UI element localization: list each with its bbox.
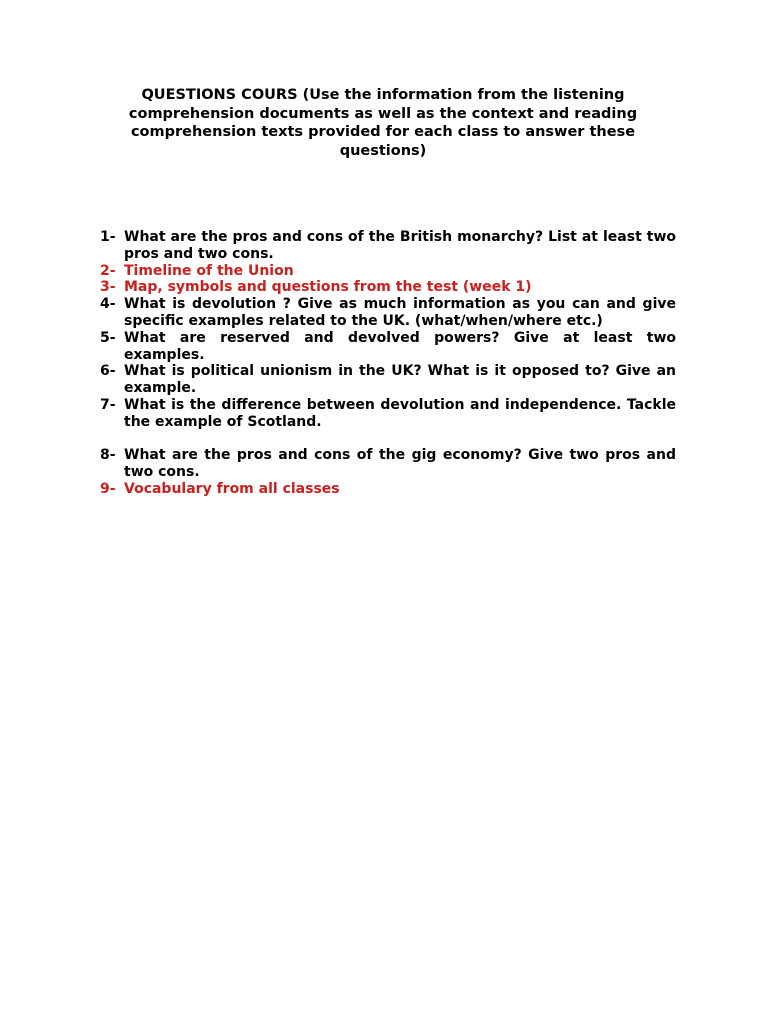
question-text: What is political unionism in the UK? What is it opposed to? Give an example. bbox=[124, 363, 676, 397]
question-item-2 bbox=[100, 263, 676, 280]
question-number: 8- bbox=[100, 447, 116, 464]
question-number: 5- bbox=[100, 329, 116, 346]
question-text: Timeline of the Union bbox=[124, 262, 294, 279]
question-number: 4- bbox=[100, 296, 116, 313]
question-number: 1- bbox=[100, 229, 116, 245]
question-number: 9- bbox=[100, 480, 116, 497]
document-title: QUESTIONS COURS (Use the information from the listening comprehension documents as well as the context and reading comprehension texts provided for each class to answer these questions) bbox=[128, 87, 638, 159]
question-text: What is devolution ? Give as much information as you can and give specific examples related to the UK. (what/when/where etc.) bbox=[124, 296, 676, 329]
question-text: What are the pros and cons of the gig economy? Give two pros and two cons. bbox=[124, 447, 676, 481]
question-item-4 bbox=[100, 296, 676, 330]
question-text: What is the difference between devolution and independence. Tackle the example of Scotland. bbox=[124, 396, 676, 430]
question-item-7 bbox=[100, 397, 676, 431]
question-item-6 bbox=[100, 363, 676, 397]
question-item-1 bbox=[100, 229, 676, 263]
question-item-5 bbox=[100, 330, 676, 364]
question-text: Map, symbols and questions from the test (week 1) bbox=[124, 279, 532, 296]
question-number: 7- bbox=[100, 396, 116, 413]
question-item-8 bbox=[100, 447, 676, 481]
question-text: Vocabulary from all classes bbox=[124, 480, 340, 497]
question-item-3 bbox=[100, 279, 676, 296]
question-text: What are the pros and cons of the British monarchy? List at least two pros and two cons. bbox=[124, 229, 676, 262]
question-item-9 bbox=[100, 481, 676, 498]
question-text: What are reserved and devolved powers? Give at least two examples. bbox=[124, 329, 676, 363]
question-list bbox=[100, 229, 676, 498]
question-number: 6- bbox=[100, 363, 116, 380]
question-number: 3- bbox=[100, 279, 116, 296]
question-number: 2- bbox=[100, 262, 116, 279]
